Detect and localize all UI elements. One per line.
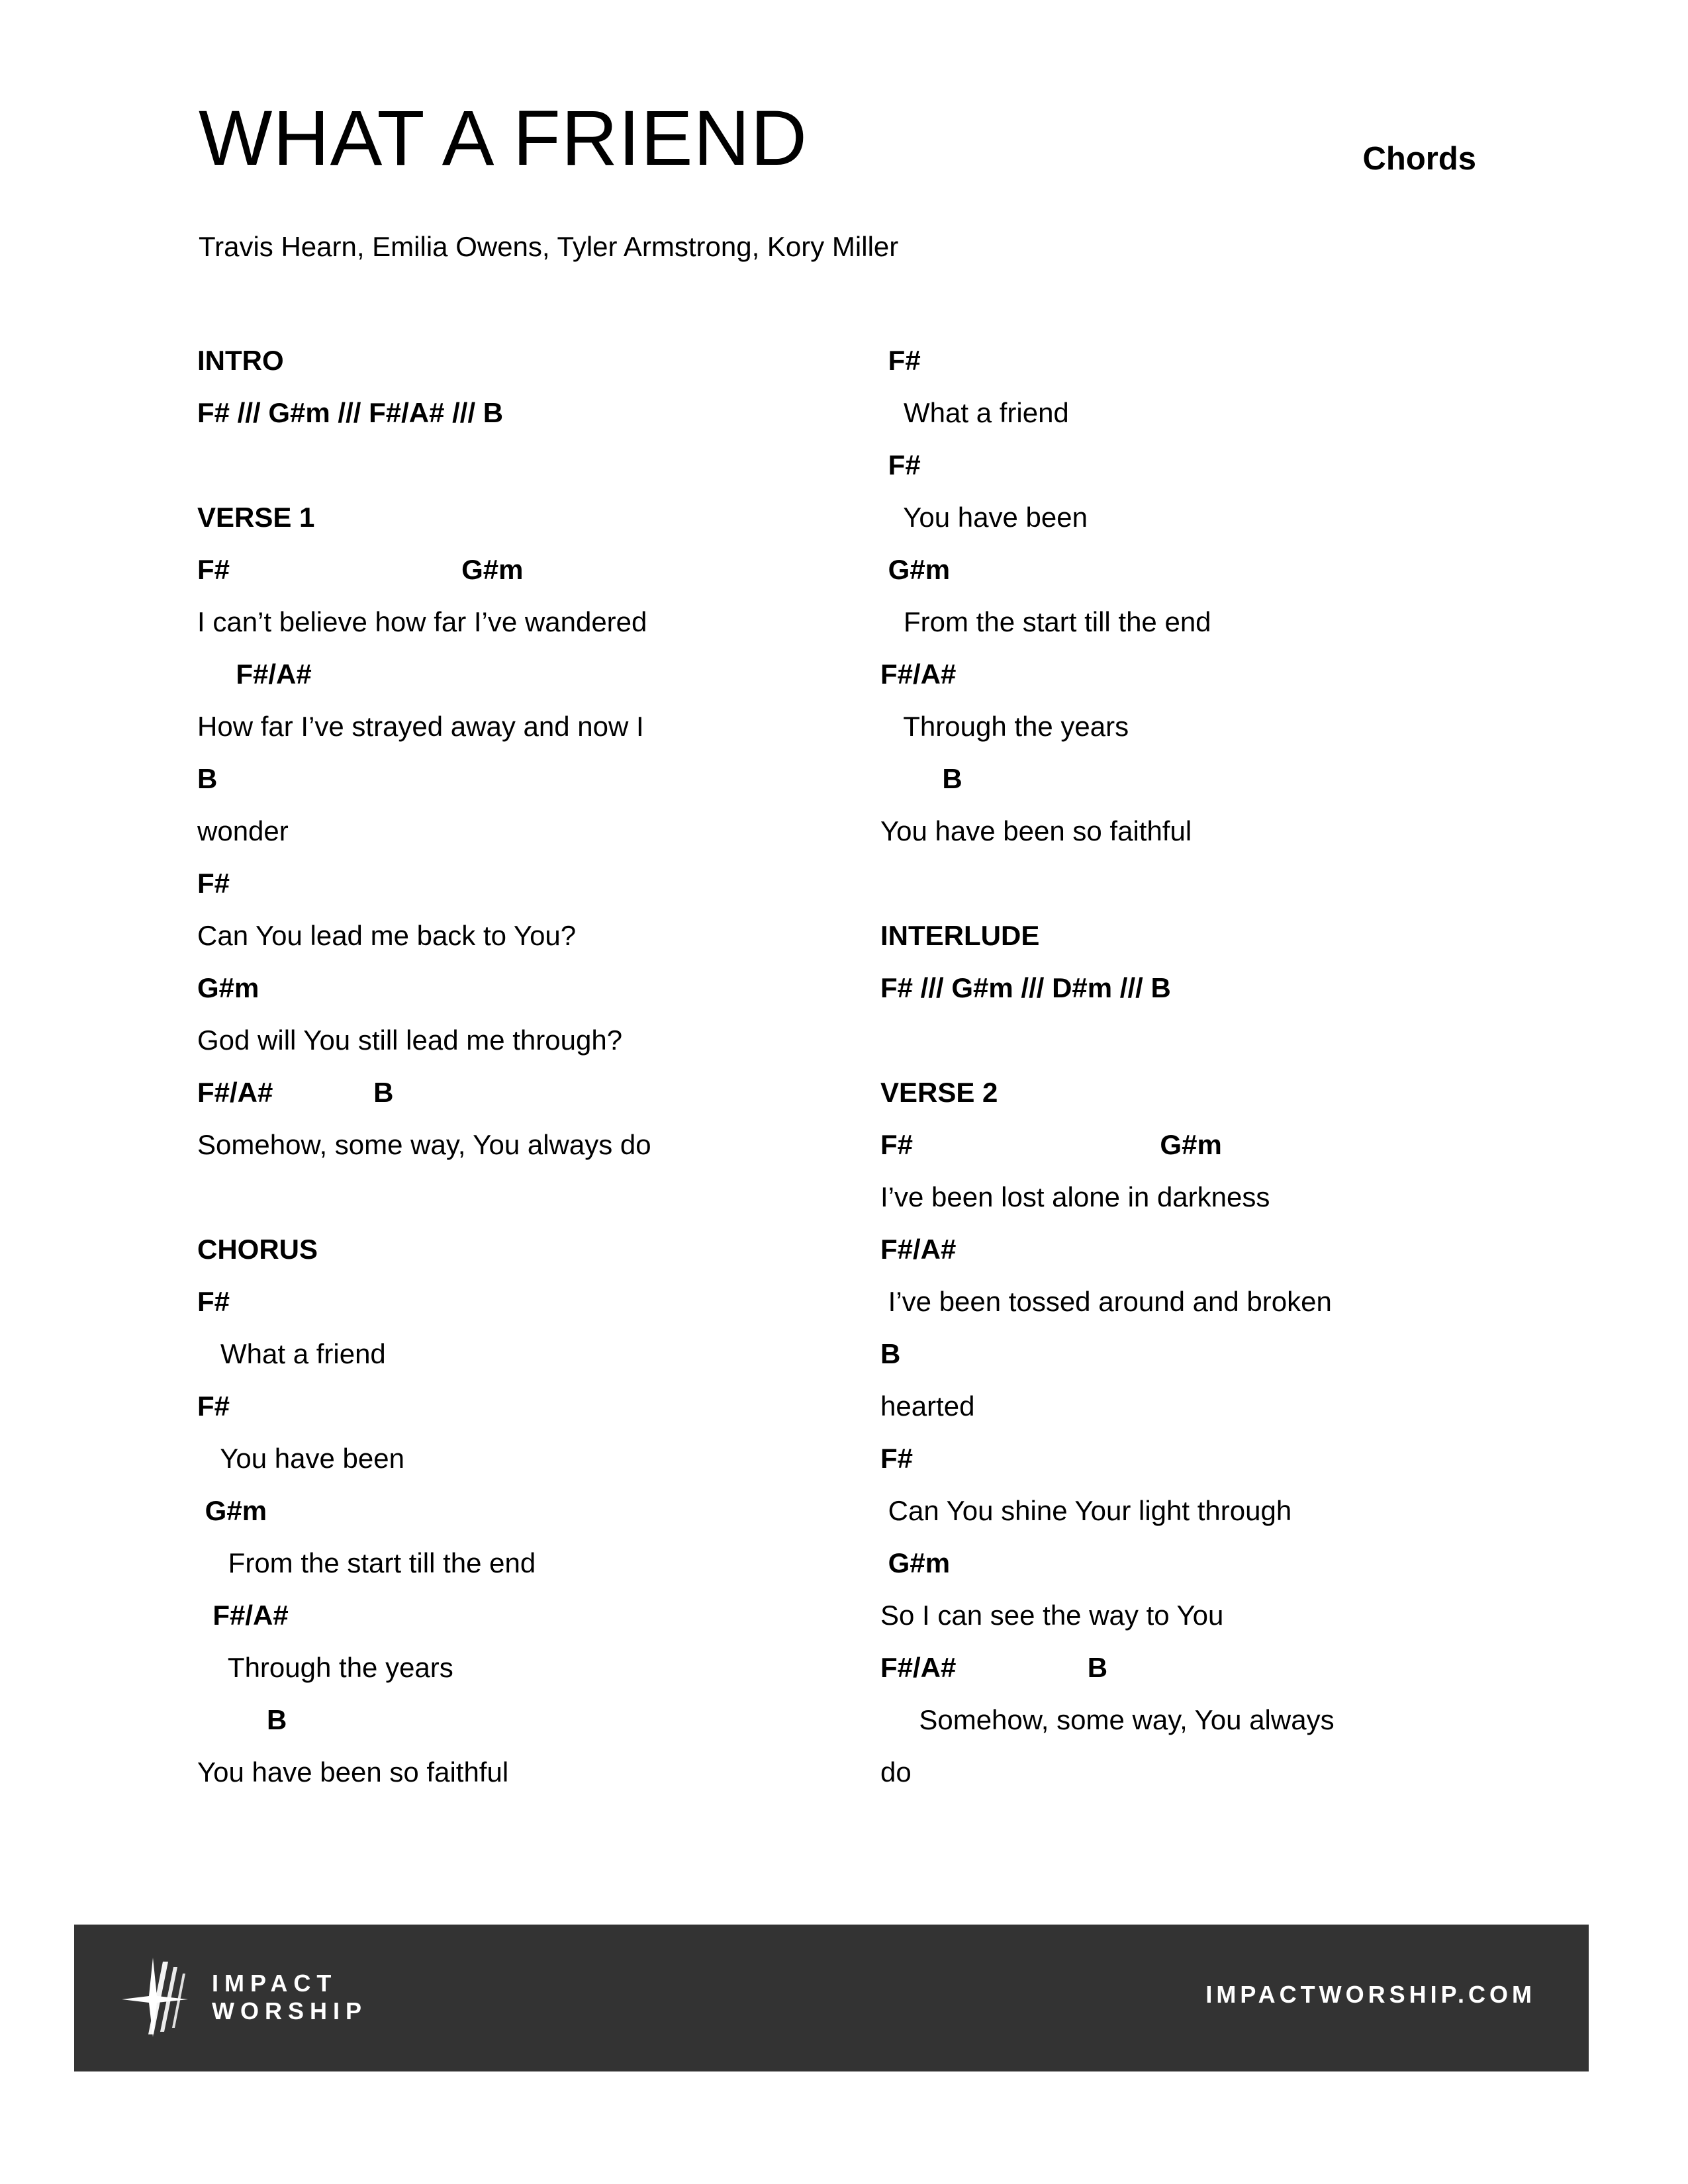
lyric-line: Through the years (197, 1652, 453, 1683)
chord-line: F# (197, 1286, 230, 1317)
lyric-line: You have been (880, 502, 1088, 533)
lyric-line: What a friend (197, 1338, 386, 1369)
lyric-line: Through the years (880, 711, 1129, 742)
footer-bar (74, 1925, 1589, 2071)
sparkle-star-icon (122, 1958, 193, 2037)
chord-line: G#m (880, 554, 951, 585)
section-heading: VERSE 2 (880, 1077, 998, 1108)
lyric-line: From the start till the end (197, 1547, 536, 1578)
chord-line: F# (880, 449, 921, 480)
lyric-line: God will You still lead me through? (197, 1024, 623, 1056)
chord-line: B (197, 1704, 287, 1735)
chord-line: F# G#m (197, 554, 524, 585)
footer-website-url: IMPACTWORSHIP.COM (1205, 1981, 1536, 2008)
chord-line: F#/A# (197, 659, 312, 690)
lyric-line: How far I’ve strayed away and now I (197, 711, 644, 742)
chord-line: F# G#m (880, 1129, 1222, 1160)
chart-type-label: Chords (1362, 141, 1476, 177)
lyric-line: What a friend (880, 397, 1069, 428)
chord-line: F# /// G#m /// F#/A# /// B (197, 397, 504, 428)
chord-line: G#m (197, 1495, 267, 1526)
section-heading: CHORUS (197, 1234, 318, 1265)
impact-worship-logo (122, 1958, 367, 2037)
spacer-line (880, 1014, 1542, 1066)
chord-line: F#/A# (880, 659, 957, 690)
chord-line: G#m (197, 972, 259, 1003)
document-header (199, 95, 1476, 199)
logo-wordmark-line2: WORSHIP (212, 1997, 368, 2025)
lyric-line: hearted (880, 1390, 975, 1422)
lyric-line: I can’t believe how far I’ve wandered (197, 606, 647, 637)
chord-line: B (880, 763, 962, 794)
section-heading: INTERLUDE (880, 920, 1040, 951)
lyric-line: You have been so faithful (880, 815, 1192, 846)
chord-column-right (880, 334, 1542, 1798)
lyric-line: Somehow, some way, You always (880, 1704, 1335, 1735)
chord-line: B (197, 763, 218, 794)
chord-line: F#/A# (880, 1234, 957, 1265)
authors-credit: Travis Hearn, Emilia Owens, Tyler Armstrong, Kory Miller (199, 231, 899, 262)
chord-line: F# (880, 1443, 914, 1474)
chord-line: F#/A# B (880, 1652, 1108, 1683)
lyric-line: do (880, 1756, 912, 1788)
spacer-line (197, 439, 859, 491)
lyric-line: From the start till the end (880, 606, 1211, 637)
lyric-line: wonder (197, 815, 289, 846)
chord-column-left (197, 334, 859, 1798)
lyric-line: Somehow, some way, You always do (197, 1129, 651, 1160)
lyric-line: Can You lead me back to You? (197, 920, 577, 951)
logo-wordmark (212, 1970, 367, 2025)
spacer-line (197, 1171, 859, 1223)
chord-line: F# /// G#m /// D#m /// B (880, 972, 1171, 1003)
lyric-line: Can You shine Your light through (880, 1495, 1292, 1526)
chord-line: F# (197, 868, 230, 899)
section-heading: VERSE 1 (197, 502, 315, 533)
lyric-line: You have been (197, 1443, 404, 1474)
page-title: WHAT A FRIEND (199, 95, 808, 182)
chord-line: F# (880, 345, 921, 376)
lyric-line: I’ve been tossed around and broken (880, 1286, 1332, 1317)
chord-line: F# (197, 1390, 230, 1422)
chord-line: F#/A# (197, 1600, 289, 1631)
chord-line: G#m (880, 1547, 951, 1578)
logo-wordmark-line1: IMPACT (212, 1970, 338, 1997)
lyric-line: You have been so faithful (197, 1756, 509, 1788)
section-heading: INTRO (197, 345, 284, 376)
chord-line: B (880, 1338, 901, 1369)
chord-line: F#/A# B (197, 1077, 394, 1108)
lyric-line: So I can see the way to You (880, 1600, 1224, 1631)
spacer-line (880, 857, 1542, 909)
lyric-line: I’ve been lost alone in darkness (880, 1181, 1270, 1212)
